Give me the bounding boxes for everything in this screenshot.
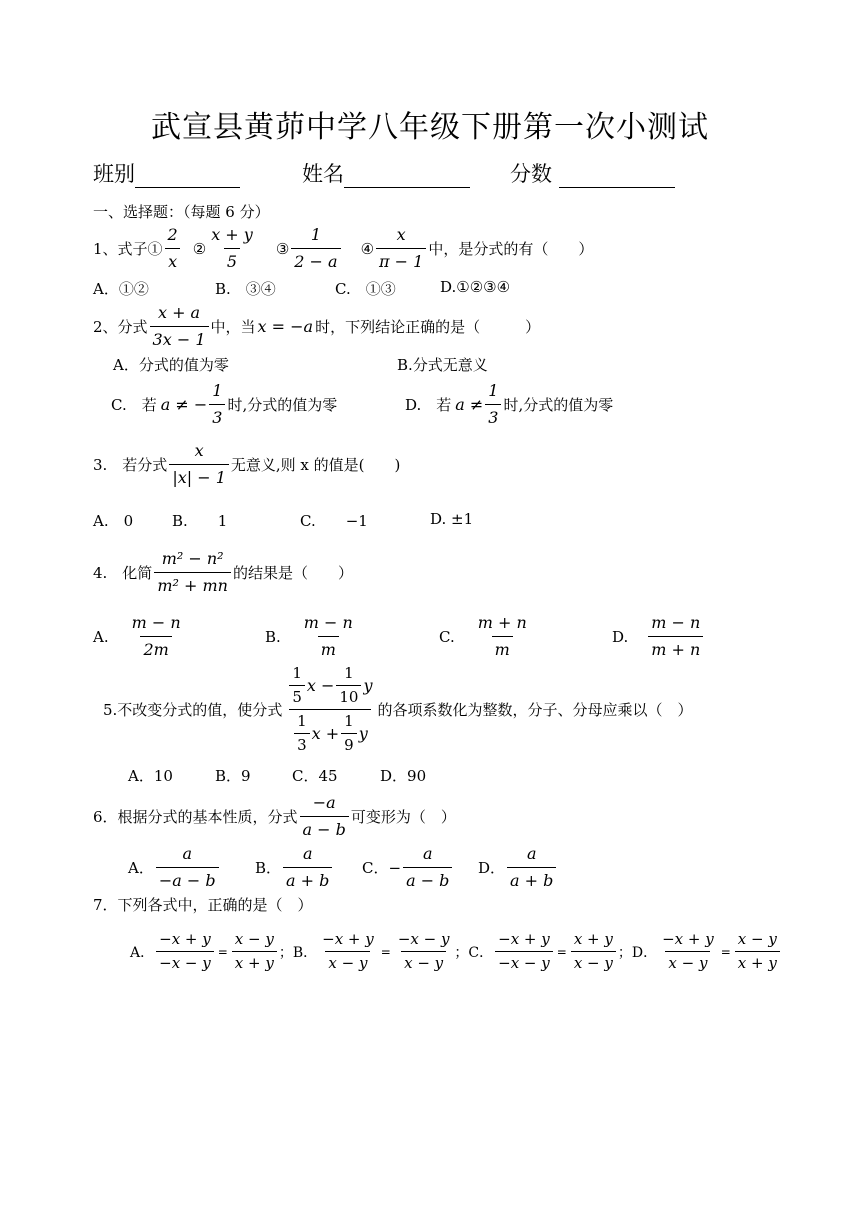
q1-fraction-2: $\frac{x + y}{5}$ bbox=[211, 225, 253, 271]
name-field bbox=[302, 158, 470, 188]
question-6 bbox=[93, 792, 456, 841]
q4-option-a[interactable]: A. $\frac{m - n}{2m}$ bbox=[93, 613, 181, 659]
q3-suffix: 无意义,则 x 的值是( ) bbox=[230, 456, 401, 474]
question-3 bbox=[93, 440, 400, 489]
q5-prefix: 5.不改变分式的值，使分式 bbox=[103, 701, 283, 719]
q2-mid: 中，当 bbox=[210, 318, 256, 336]
q1-marker-2: ② bbox=[192, 239, 207, 258]
q2-option-a[interactable]: A．分式的值为零 bbox=[113, 356, 229, 374]
q3-option-b[interactable]: B. 1 bbox=[172, 512, 228, 530]
q6-fraction: $\frac{-a}{a - b}$ bbox=[300, 792, 349, 841]
question-4 bbox=[93, 548, 353, 597]
q1-option-b[interactable]: B. ③④ bbox=[215, 280, 276, 298]
q1-prefix: 1、式子① bbox=[93, 240, 163, 258]
q1-option-a[interactable]: A．①② bbox=[93, 280, 149, 298]
q5-option-c[interactable]: C．45 bbox=[292, 767, 338, 785]
q4-option-d[interactable]: D. $\frac{m - n}{m + n}$ bbox=[612, 612, 705, 661]
q3-option-c[interactable]: C. −1 bbox=[300, 512, 368, 530]
q2-option-b[interactable]: B.分式无意义 bbox=[397, 356, 488, 374]
q5-complex-fraction: $\frac{1}{5}$ x − $\frac{1}{10}$ y $\frac{1}{3}$ x + $\frac{1}{9}$ y bbox=[284, 664, 375, 755]
class-field bbox=[93, 158, 240, 188]
q3-option-a[interactable]: A. 0 bbox=[93, 512, 134, 530]
q2-option-d[interactable]: D. 若 a ≠ $\frac{1}{3}$ 时,分式的值为零 bbox=[405, 381, 614, 427]
q6-suffix: 可变形为（ ） bbox=[350, 808, 456, 826]
q1-suffix: 中，是分式的有（ ） bbox=[428, 240, 594, 258]
q4-suffix: 的结果是（ ） bbox=[232, 564, 353, 582]
q7-option-a[interactable]: A． $\frac{-x + y}{-x - y}$ = $\frac{x - y}{x + y}$ ； bbox=[130, 930, 293, 972]
question-1 bbox=[93, 224, 593, 273]
q1-option-d[interactable]: D.①②③④ bbox=[440, 278, 511, 296]
question-7: 7．下列各式中，正确的是（ ） bbox=[93, 896, 313, 914]
score-label: 分数 bbox=[510, 162, 552, 186]
q3-fraction: $\frac{x}{|x| - 1}$ bbox=[169, 440, 229, 489]
q1-fraction-1: $\frac{2}{x}$ bbox=[165, 224, 181, 273]
q2-optc-fraction: $\frac{1}{3}$ bbox=[209, 380, 225, 429]
q1-option-c[interactable]: C. ①③ bbox=[335, 280, 396, 298]
q7-option-b[interactable]: B． $\frac{-x + y}{x - y}$ = $\frac{-x - y}{x - y}$ ； bbox=[292, 930, 469, 972]
q2-option-c[interactable]: C. 若 a ≠ − $\frac{1}{3}$ 时,分式的值为零 bbox=[111, 381, 338, 427]
q5-option-a[interactable]: A．10 bbox=[128, 767, 173, 785]
q2-fraction: $\frac{x + a}{3x - 1}$ bbox=[150, 302, 209, 351]
q1-fraction-3: $\frac{1}{2 - a}$ bbox=[291, 224, 340, 273]
q6-prefix: 6．根据分式的基本性质，分式 bbox=[93, 808, 298, 826]
class-blank[interactable] bbox=[135, 165, 240, 188]
q7-option-d[interactable]: D． $\frac{-x + y}{x - y}$ = $\frac{x - y}{x + y}$ bbox=[632, 930, 782, 973]
q6-option-d[interactable]: D． $\frac{a}{a + b}$ bbox=[478, 843, 558, 892]
question-2 bbox=[93, 302, 540, 351]
q1-fraction-4: $\frac{x}{\pi - 1}$ bbox=[376, 224, 426, 273]
question-5 bbox=[103, 664, 693, 755]
q2-suffix: 时，下列结论正确的是（ ） bbox=[315, 318, 541, 336]
class-label: 班别 bbox=[93, 162, 135, 186]
name-blank[interactable] bbox=[344, 165, 470, 188]
section-heading: 一、选择题：（每题 6 分） bbox=[93, 203, 270, 221]
q2-optd-fraction: $\frac{1}{3}$ bbox=[485, 380, 501, 429]
q2-prefix: 2、分式 bbox=[93, 318, 148, 336]
q2-condition: x = −a bbox=[257, 317, 314, 336]
page-title: 武宣县黄茆中学八年级下册第一次小测试 bbox=[151, 110, 709, 145]
q6-option-a[interactable]: A． $\frac{a}{-a - b}$ bbox=[128, 843, 221, 892]
score-blank[interactable] bbox=[559, 165, 675, 188]
q5-option-b[interactable]: B．9 bbox=[215, 767, 251, 785]
score-field bbox=[510, 158, 675, 188]
q6-option-b[interactable]: B． $\frac{a}{a + b}$ bbox=[255, 843, 334, 892]
q4-option-c[interactable]: C. $\frac{m + n}{m}$ bbox=[439, 613, 527, 659]
q6-option-c[interactable]: C． − $\frac{a}{a - b}$ bbox=[362, 843, 454, 892]
q1-marker-3: ③ bbox=[275, 239, 290, 258]
q4-prefix: 4. 化简 bbox=[93, 564, 153, 582]
q7-options bbox=[130, 930, 782, 973]
q7-option-c[interactable]: C． $\frac{-x + y}{-x - y}$ = $\frac{x + y}{x - y}$ ； bbox=[468, 930, 632, 972]
q5-option-d[interactable]: D．90 bbox=[380, 767, 427, 785]
q1-marker-4: ④ bbox=[360, 239, 375, 258]
q5-suffix: 的各项系数化为整数，分子、分母应乘以（ ） bbox=[377, 701, 693, 719]
q3-option-d[interactable]: D. ±1 bbox=[430, 510, 474, 528]
name-label: 姓名 bbox=[302, 162, 344, 186]
q4-option-b[interactable]: B. $\frac{m - n}{m}$ bbox=[265, 613, 353, 659]
q3-prefix: 3. 若分式 bbox=[93, 456, 168, 474]
q4-fraction: $\frac{\text{m² − n²}}{\text{m² + mn}}$ bbox=[154, 548, 231, 597]
